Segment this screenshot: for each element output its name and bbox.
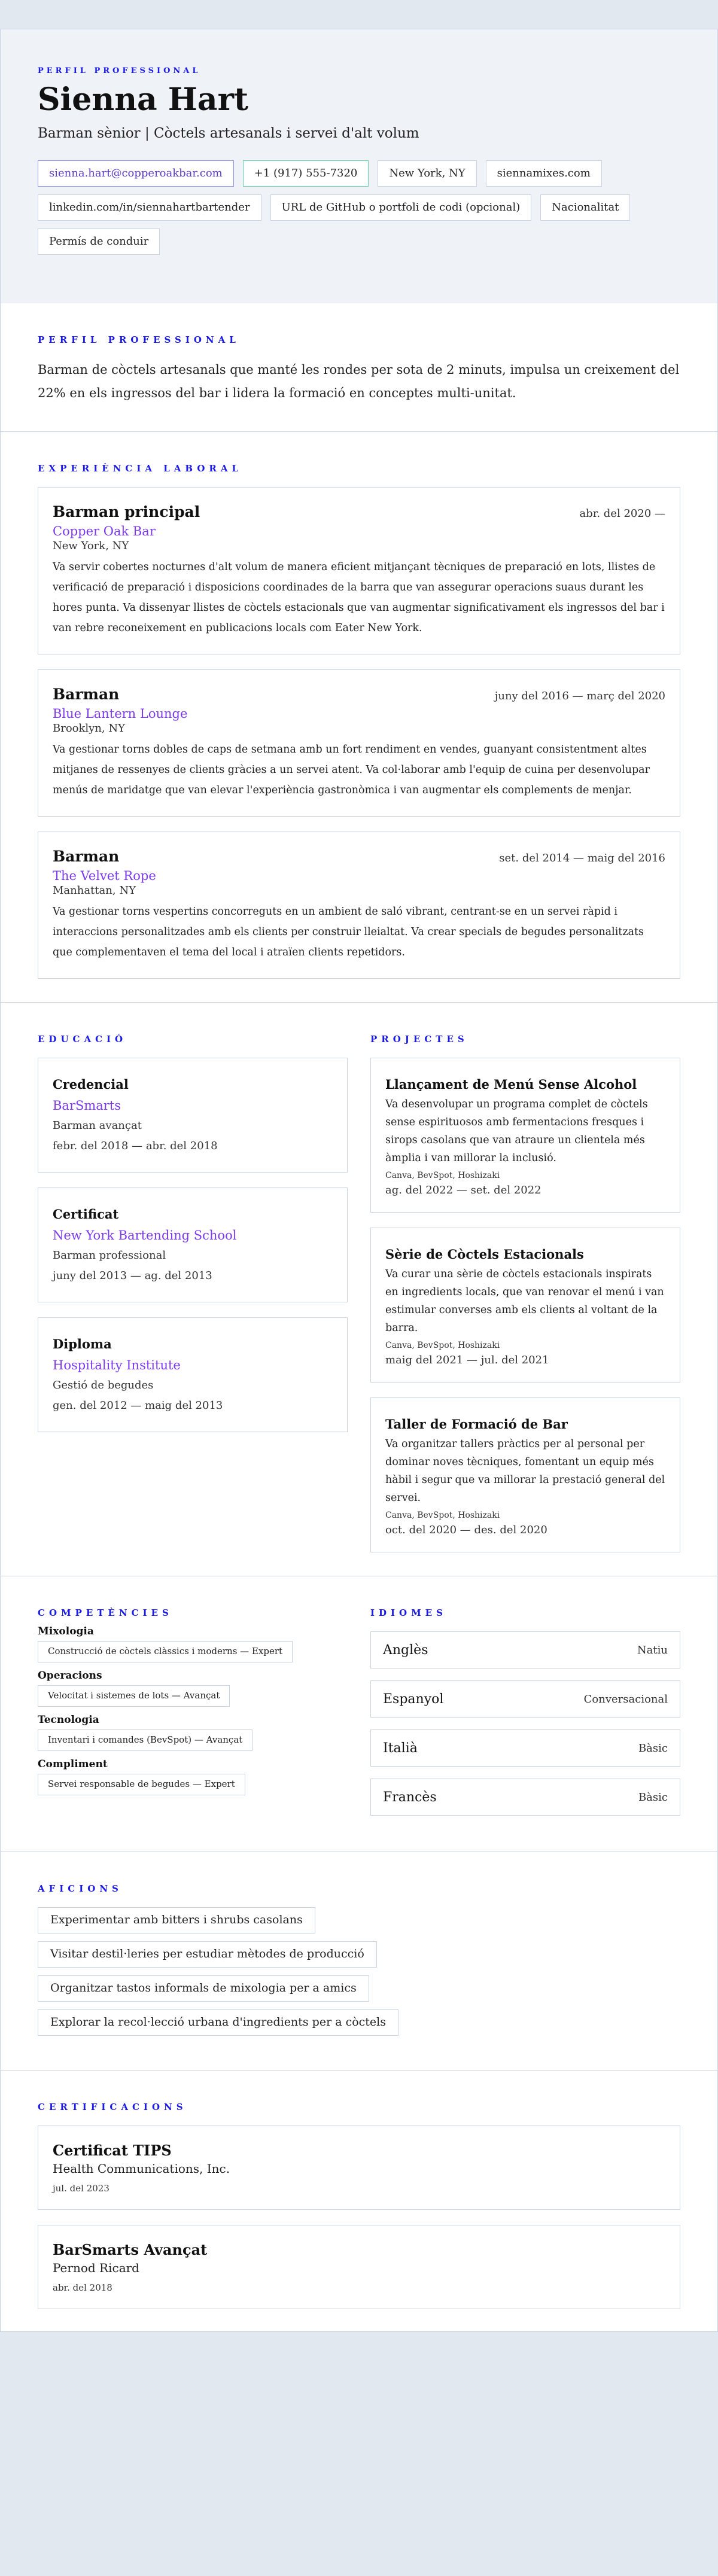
summary-text: Barman de còctels artesanals que manté les rondes per sota de 2 minuts, impulsa un creixement del 22% en els ingressos del bar i lidera la formació en conceptes multi-unitat. [38, 363, 680, 400]
language-row [370, 1680, 680, 1718]
skill-group [38, 1670, 348, 1707]
education-type: Credencial [53, 1077, 129, 1092]
skill-chip: Inventari i comandes (BevSpot) — Avançat [38, 1729, 252, 1751]
skill-group-name: Operacions [38, 1670, 102, 1682]
header-label: PERFIL PROFESSIONAL [38, 66, 201, 75]
project-entry [370, 1397, 680, 1552]
education-dates: febr. del 2018 — abr. del 2018 [53, 1140, 218, 1152]
section-title: CERTIFICACIONS [38, 2102, 187, 2112]
candidate-name: Sienna Hart [38, 81, 249, 118]
experience-section [1, 432, 717, 1003]
section-title: EXPERIÈNCIA LABORAL [38, 463, 243, 474]
education-type: Diploma [53, 1336, 112, 1351]
job-location: New York, NY [53, 540, 129, 552]
language-name: Anglès [383, 1642, 428, 1658]
language-level: Natiu [637, 1643, 668, 1657]
email-link[interactable]: sienna.hart@copperoakbar.com [38, 160, 234, 187]
project-entry [370, 1058, 680, 1213]
certifications-section [1, 2070, 717, 2331]
skill-group [38, 1758, 348, 1795]
education-type: Certificat [53, 1207, 119, 1222]
certification-date: abr. del 2018 [53, 2282, 112, 2293]
job-title: Barman [53, 848, 120, 865]
certification-date: jul. del 2023 [53, 2183, 109, 2194]
project-name: Llançament de Menú Sense Alcohol [385, 1077, 637, 1092]
language-level: Conversacional [583, 1692, 668, 1706]
hobby-chip: Visitar destil·leries per estudiar mètodes de producció [38, 1941, 377, 1968]
project-name: Sèrie de Còctels Estacionals [385, 1247, 584, 1262]
skill-group-name: Tecnologia [38, 1714, 99, 1726]
certification-entry [38, 2126, 680, 2210]
education-entry [38, 1187, 348, 1302]
skill-group [38, 1625, 348, 1662]
skill-chip: Construcció de còctels clàssics i moderns — Expert [38, 1641, 293, 1662]
languages-column [370, 1607, 680, 1828]
education-school: BarSmarts [53, 1098, 121, 1113]
phone-chip[interactable]: +1 (917) 555-7320 [243, 160, 369, 187]
education-field: Barman professional [53, 1249, 166, 1262]
education-entry [38, 1317, 348, 1432]
resume-page [0, 29, 718, 2332]
language-level: Bàsic [638, 1741, 668, 1755]
website-link[interactable]: siennamixes.com [486, 160, 602, 187]
language-name: Espanyol [383, 1691, 444, 1707]
skill-group-name: Compliment [38, 1758, 108, 1770]
certification-name: BarSmarts Avançat [53, 2241, 208, 2258]
education-projects-section [1, 1003, 717, 1576]
job-location: Manhattan, NY [53, 884, 136, 897]
job-dates: juny del 2016 — març del 2020 [494, 690, 665, 702]
contact-chips [38, 160, 680, 255]
project-entry [370, 1228, 680, 1383]
skills-column [38, 1607, 348, 1828]
summary-section [1, 303, 717, 432]
project-name: Taller de Formació de Bar [385, 1417, 568, 1432]
job-title: Barman principal [53, 503, 200, 520]
skill-group [38, 1714, 348, 1751]
language-name: Italià [383, 1740, 418, 1756]
section-title: EDUCACIÓ [38, 1034, 127, 1045]
certification-name: Certificat TIPS [53, 2142, 172, 2159]
job-company: Blue Lantern Lounge [53, 707, 188, 721]
skill-chip: Velocitat i sistemes de lots — Avançat [38, 1685, 230, 1707]
section-title: PERFIL PROFESSIONAL [38, 334, 240, 345]
hobbies-section [1, 1852, 717, 2070]
location-chip: New York, NY [378, 160, 476, 187]
education-field: Gestió de begudes [53, 1379, 154, 1391]
section-title: IDIOMES [370, 1607, 447, 1618]
certification-entry [38, 2225, 680, 2309]
education-entry [38, 1058, 348, 1173]
nationality-chip: Nacionalitat [540, 194, 630, 221]
skills-languages-section [1, 1576, 717, 1852]
job-title: Barman [53, 686, 120, 703]
project-description: Va curar una sèrie de còctels estacionals inspirats en ingredients locals, que van renovar el menú i van estimular converses amb els clients al voltant de la barra. [385, 1268, 664, 1334]
language-row [370, 1729, 680, 1767]
hobby-chip: Experimentar amb bitters i shrubs casolans [38, 1907, 315, 1933]
education-school: Hospitality Institute [53, 1358, 181, 1372]
project-description: Va desenvolupar un programa complet de còctels sense espirituosos amb fermentacions fresques i sirops casolans que van atraure un clientela més àmplia i van millorar la inclusió. [385, 1098, 648, 1164]
projects-column [370, 1034, 680, 1567]
hobby-chip: Explorar la recol·lecció urbana d'ingredients per a còctels [38, 2009, 398, 2036]
job-entry [38, 669, 680, 817]
education-dates: juny del 2013 — ag. del 2013 [53, 1269, 212, 1282]
project-dates: maig del 2021 — jul. del 2021 [385, 1354, 549, 1366]
github-link[interactable]: URL de GitHub o portfoli de codi (opcional) [270, 194, 532, 221]
language-row [370, 1631, 680, 1668]
job-entry [38, 487, 680, 654]
language-row [370, 1779, 680, 1816]
section-title: COMPETÈNCIES [38, 1607, 173, 1618]
certification-issuer: Pernod Ricard [53, 2261, 139, 2275]
skill-group-name: Mixologia [38, 1625, 94, 1637]
job-entry [38, 832, 680, 979]
job-location: Brooklyn, NY [53, 722, 126, 735]
project-dates: oct. del 2020 — des. del 2020 [385, 1524, 547, 1536]
education-field: Barman avançat [53, 1119, 142, 1132]
resume-header [1, 29, 717, 303]
education-column [38, 1034, 348, 1567]
hobby-chip: Organitzar tastos informals de mixologia per a amics [38, 1975, 369, 2002]
section-title: AFICIONS [38, 1883, 123, 1894]
project-dates: ag. del 2022 — set. del 2022 [385, 1184, 541, 1196]
job-dates: set. del 2014 — maig del 2016 [499, 852, 665, 864]
job-company: The Velvet Rope [53, 869, 156, 883]
language-level: Bàsic [638, 1791, 668, 1804]
driving-license-chip: Permís de conduir [38, 229, 160, 255]
job-dates: abr. del 2020 — [579, 507, 665, 520]
language-name: Francès [383, 1789, 437, 1805]
job-description: Va gestionar torns dobles de caps de setmana amb un fort rendiment en vendes, guanyant consistentment altes mitjanes de ressenyes de clients gràcies a un servei atent. Va col·laborar amb l'equip de cuina per desenvolupar menús de maridatge que van elevar l'experiència gastronòmica i van augmentar els complements de menjar. [53, 744, 650, 796]
project-tech: Canva, BevSpot, Hoshizaki [385, 1341, 500, 1350]
candidate-headline: Barman sènior | Còctels artesanals i servei d'alt volum [38, 126, 419, 141]
section-title: PROJECTES [370, 1034, 468, 1045]
job-company: Copper Oak Bar [53, 524, 156, 538]
education-school: New York Bartending School [53, 1228, 237, 1243]
job-description: Va servir cobertes nocturnes d'alt volum de manera eficient mitjançant tècniques de preparació en lots, llistes de verificació de preparació i disposicions coordinades de la barra que van assegurar operacions suaus durant les hores punta. Va dissenyar llistes de còctels estacionals que van augmentar significativament els ingressos del bar i van rebre reconeixement en publicacions locals com Eater New York. [53, 561, 665, 634]
project-description: Va organitzar tallers pràctics per al personal per dominar noves tècniques, fomentant un equip més hàbil i segur que va millorar la prestació general del servei. [385, 1438, 665, 1504]
linkedin-link[interactable]: linkedin.com/in/siennahartbartender [38, 194, 261, 221]
job-description: Va gestionar torns vespertins concorreguts en un ambient de saló vibrant, centrant-se en un servei ràpid i interaccions personalitzades amb els clients per construir lleialtat. Va crear specials de begudes personalitzats que complementaven el tema del local i atraïen clients repetidors. [53, 906, 644, 958]
project-tech: Canva, BevSpot, Hoshizaki [385, 1511, 500, 1520]
certification-issuer: Health Communications, Inc. [53, 2161, 230, 2176]
education-dates: gen. del 2012 — maig del 2013 [53, 1399, 223, 1412]
skill-chip: Servei responsable de begudes — Expert [38, 1774, 245, 1795]
project-tech: Canva, BevSpot, Hoshizaki [385, 1171, 500, 1180]
